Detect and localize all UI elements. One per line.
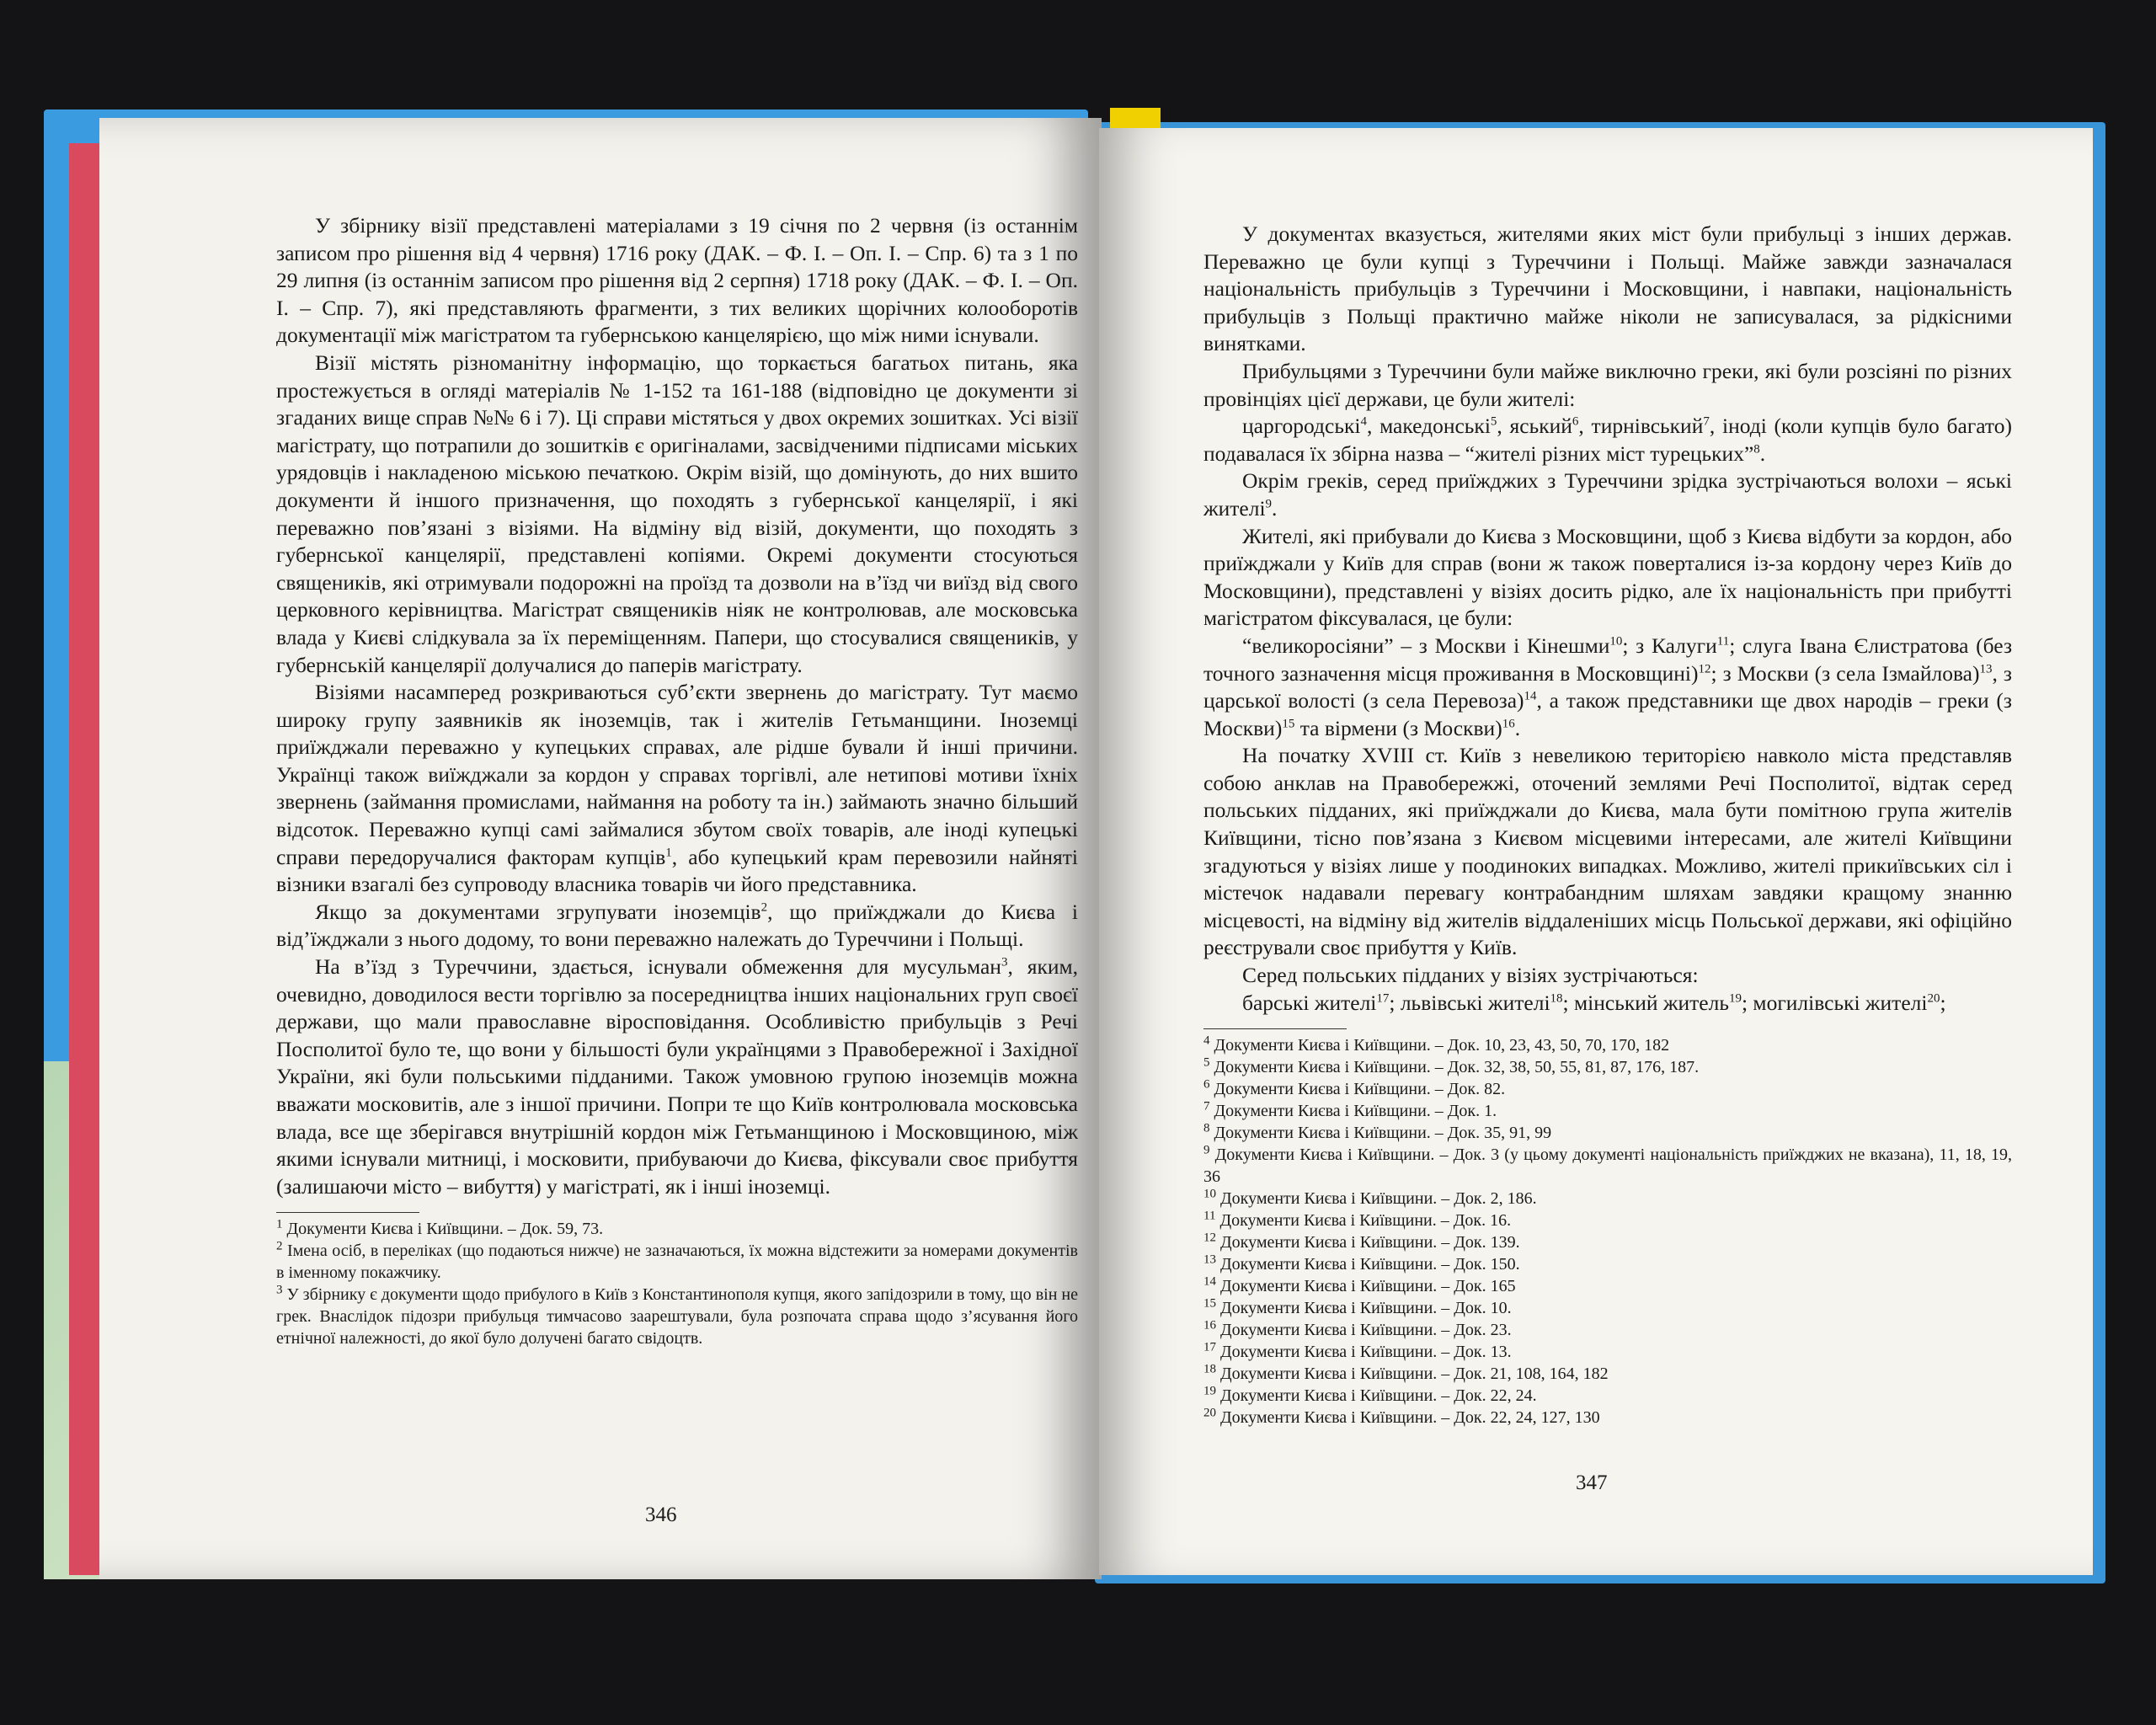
footnote-number: 9 [1203,1143,1210,1157]
footnote-text: Імена осіб, в переліках (що подаються нижче) не зазначаються, їх можна відстежити за номерами документів в іменному покажчику. [276,1242,1078,1283]
right-paragraphs [1203,221,2012,1017]
left-paragraph-4: Якщо за документами згрупувати іноземців$^2$, що приїжджали до Києва і від’їжджали з нього додому, то вони переважно належать до Туреччини і Польщі. [276,899,1078,952]
footnote-text: Документи Києва і Київщини. – Док. 59, 73. [282,1220,604,1239]
footnote-ref: 19 [1728,991,1742,1006]
footnote-number: 14 [1203,1274,1216,1289]
text-run: , з царської волості (з села Перевоза) [1203,660,2012,713]
text-run: . [1272,495,1278,521]
right-page-text-column [1203,221,2012,1429]
text-run: Окрім греків, серед приїжджих з Туреччини зрідка зустрічаються волохи – яські жителі [1203,468,2012,521]
right-paragraph-1: У документах вказується, жителями яких міст були прибульці з інших держав. Переважно це були купці з Туреччини і Польщі. Майже завжди зазначалася національність прибульців з Туреччини і Московщини, і навпаки, національність прибульців з Польщі практично майже ніколи не записувалася, за рідкісними винятками. [1203,222,2012,356]
footnote [276,1218,1078,1240]
footnote-ref: 16 [1502,717,1515,731]
text-run: , іноді (коли купців було багато) подавалася їх збірна назва – “жителі різних міст турецьких” [1203,414,2012,466]
footnote-number: 1 [276,1217,283,1231]
footnote-text: Документи Києва і Київщини. – Док. 22, 24. [1216,1386,1537,1406]
footnote-number: 11 [1203,1209,1216,1223]
footnote-number: 12 [1203,1231,1216,1245]
footnote-number: 7 [1203,1099,1210,1114]
text-run: , тирнівський [1578,414,1704,439]
footnote-number: 5 [1203,1055,1210,1070]
footnote-text: Документи Києва і Київщини. – Док. 3 (у цьому документі національність приїжджих не вказана), 11, 18, 19, 36 [1203,1146,2012,1187]
left-page-number: 346 [645,1503,677,1526]
footnote-separator [1203,1028,1347,1029]
text-run: . [1514,715,1521,740]
text-run: , македонські [1366,414,1491,439]
footnote [1203,1253,2012,1275]
footnote [276,1284,1078,1349]
footnote-number: 19 [1203,1384,1216,1398]
footnote-text: Документи Києва і Київщини. – Док. 165 [1216,1277,1516,1296]
right-paragraph-3 [1203,413,2012,467]
footnote-ref: 14 [1524,689,1537,703]
text-run: ; [1940,990,1946,1015]
footnote-ref: 7 [1703,414,1710,429]
text-run: ; слуга Івана Єлистратова (без точного зазначення місця проживання в Московщині) [1203,633,2013,686]
footnote-ref: 4 [1360,414,1367,429]
footnote-ref: 18 [1550,991,1563,1006]
footnote [1203,1100,2012,1122]
footnote-text: Документи Києва і Київщини. – Док. 150. [1216,1255,1520,1274]
footnote-ref: 20 [1927,991,1940,1006]
footnote-ref: 9 [1265,497,1273,511]
text-run: царгородські [1242,414,1361,439]
right-paragraph-9 [1203,990,2012,1017]
footnote [1203,1210,2012,1231]
footnote [1203,1363,2012,1385]
footnote [1203,1341,2012,1363]
footnote-text: Документи Києва і Київщини. – Док. 2, 186. [1216,1189,1537,1209]
bookmark-ribbon [1110,108,1161,130]
footnote-ref: 3 [1001,955,1008,969]
right-paragraph-4 [1203,467,2012,522]
footnote-text: Документи Києва і Київщини. – Док. 21, 108, 164, 182 [1216,1365,1609,1384]
footnote [276,1240,1078,1284]
footnote [1203,1188,2012,1210]
left-paragraph-3: Візіями насамперед розкриваються суб’єкти звернень до магістрату. Тут маємо широку групу заявників як іноземців, так і жителів Гетьманщини. Іноземці приїжджали переважно у купецьких справах, але рідше бували й інші причини. Українці також виїжджали за кордон у справах торгівлі, але нетипові мотиви їхніх звернень (займання промислами, наймання на роботу та ін.) займають значно більший відсоток. Переважно купці самі займалися збутом своїх товарів, але іноді купецькі справи передоручалися факторам купців$^1$, або купецький крам перевозили найняті візники взагалі без супроводу власника товарів чи його представника. [276,680,1078,897]
footnote [1203,1297,2012,1319]
footnote-ref: 2 [760,900,768,915]
footnote-ref: 1 [665,846,672,860]
footnote-number: 16 [1203,1318,1216,1332]
footnote-number: 3 [276,1283,283,1297]
right-page-number: 347 [1576,1471,1608,1494]
footnote-text: Документи Києва і Київщини. – Док. 32, 38, 50, 55, 81, 87, 176, 187. [1209,1058,1700,1077]
footnote-ref: 10 [1609,634,1623,649]
footnote-ref: 6 [1572,414,1579,429]
footnote-ref: 15 [1282,717,1295,731]
footnote-ref: 13 [1979,662,1993,676]
text-run: ; з Москви (з села Ізмайлова) [1710,660,1980,686]
text-run: , яський [1497,414,1572,439]
right-footnotes [1203,1034,2012,1429]
footnote [1203,1122,2012,1144]
footnote-ref: 5 [1490,414,1497,429]
left-footnotes [276,1218,1078,1349]
left-page [99,118,1102,1579]
left-page-text-column [276,212,1078,1349]
text-run: ; львівські жителі [1389,990,1550,1015]
text-run: та вірмени (з Москви) [1294,715,1502,740]
footnote-number: 2 [276,1239,283,1253]
left-paragraph-2: Візії містять різноманітну інформацію, що торкається багатьох питань, яка простежується в огляді матеріалів № 1-152 та 161-188 (відповідно це документи зі згаданих вище справ №№ 6 і 7). Ці справи містяться у двох окремих зошитках. Усі візії магістрату, що потрапили до зошитків є оригіналами, засвідченими підписами міських урядовців і накладеною міською печаткою. Окрім візій, що домінують, до них вшито документи й іншого призначення, що походять з губернської канцелярії, і які переважно пов’язані з візіями. На відміну від візій, документи, що походять з губернської канцелярії, представлені копіями. Окремі документи стосуються священиків, які отримували подорожні на проїзд та дозволи на в’їзд чи виїзд від свого церковного керівництва. Магістрат священиків ніяк не контролював, але московська влада у Києві слідкувала за їх переміщенням. Папери, що стосувалися священиків, у губернській канцелярії долучалися до паперів магістрату. [276,350,1078,677]
footnote-ref: 8 [1753,442,1760,457]
footnote-number: 18 [1203,1362,1216,1376]
footnote-ref: 12 [1698,662,1711,676]
footnote-ref: 11 [1716,634,1730,649]
footnote-number: 20 [1203,1406,1216,1420]
text-run: ; з Калуги [1622,633,1717,658]
footnote [1203,1144,2012,1188]
footnote [1203,1231,2012,1253]
footnote [1203,1078,2012,1100]
right-paragraph-5: Жителі, які прибували до Києва з Московщини, щоб з Києва відбути за кордон, або приїжджали у Київ для справ (вони ж також поверталися із-за кордону через Київ до Московщини), представлені у візіях досить рідко, але їх національність при прибутті магістратом фіксувалася, це були: [1203,523,2012,631]
text-run: ; могилівські жителі [1741,990,1928,1015]
right-page [1099,128,2093,1575]
right-paragraph-2: Прибульцями з Туреччини були майже виключно греки, які були розсіяні по різних провінціях цієї держави, це були жителі: [1203,358,2012,411]
left-paragraph-5: На в’їзд з Туреччини, здається, існували обмеження для мусульман$^3$, яким, очевидно, доводилося вести торгівлю за посередництва інших національних груп своєї держави, що мали православне віросповідання. Особливістю прибульців з Речі Посполитої було те, що вони у більшості були українцями з Правобережної і Західної України, які були польськими підданими. Також умовною групою іноземців можна вважати московитів, але з іншої причини. Попри те що Київ контролювала московська влада, все ще зберігався внутрішній кордон між Гетьманщиною і Московщиною, між якими існували митниці, і московити, прибуваючи до Києва, фіксували своє прибуття (залишаючи місто – вибуття) у магістраті, як і інші іноземці. [276,954,1078,1199]
footnote-text: Документи Києва і Київщини. – Док. 10, 23, 43, 50, 70, 170, 182 [1209,1036,1670,1055]
footnote-text: Документи Києва і Київщини. – Док. 22, 24, 127, 130 [1216,1408,1600,1428]
footnote-number: 15 [1203,1296,1216,1311]
text-run: барські жителі [1242,990,1377,1015]
footnote-number: 6 [1203,1077,1210,1092]
footnote-text: Документи Києва і Київщини. – Док. 1. [1209,1102,1497,1121]
footnote-number: 13 [1203,1252,1216,1267]
footnote [1203,1056,2012,1078]
footnote-number: 10 [1203,1187,1216,1201]
footnote-text: Документи Києва і Київщини. – Док. 35, 91, 99 [1209,1124,1552,1143]
footnote-ref: 17 [1376,991,1390,1006]
footnote-number: 17 [1203,1340,1216,1354]
right-paragraph-8: Серед польських підданих у візіях зустрічаються: [1242,963,1699,988]
footnote-text: Документи Києва і Київщини. – Док. 82. [1209,1080,1506,1099]
footnote-text: Документи Києва і Київщини. – Док. 10. [1216,1299,1512,1318]
footnote-text: У збірнику є документи щодо прибулого в Київ з Константинополя купця, якого запідозрили в тому, що він не грек. Внаслідок підозри прибульця тимчасово заарештували, була розпочата справа щодо з’ясування його етнічної належності, до якої було долучені багато свідоцтв. [276,1285,1078,1348]
footnote-text: Документи Києва і Київщини. – Док. 13. [1216,1343,1512,1362]
footnote [1203,1275,2012,1297]
text-run: ; мінський житель [1562,990,1729,1015]
text-run: . [1759,441,1766,466]
left-paragraph-1: У збірнику візії представлені матеріалами з 19 січня по 2 червня (із останнім записом про рішення від 4 червня) 1716 року (ДАК. – Ф. І. – Оп. І. – Спр. 6) та з 1 по 29 липня (із останнім записом про рішення від 2 серпня) 1718 року (ДАК. – Ф. І. – Оп. І. – Спр. 7), які представляють фрагменти, з тих великих щорічних колооборотів документації між магістратом та губернською канцелярією, що між ними існували. [276,213,1078,348]
footnote-number: 4 [1203,1033,1210,1048]
footnote-number: 8 [1203,1121,1210,1135]
text-run: , а також представники ще двох народів – греки (з Москви) [1203,688,2012,740]
footnote [1203,1385,2012,1407]
right-paragraph-6 [1203,633,2012,742]
right-paragraph-7: На початку XVIII ст. Київ з невеликою територією навколо міста представляв собою анклав на Правобережжі, оточений землями Речі Посполитої, відтак серед польських підданих, які приїжджали до Києва, мала бути помітною група жителів Київщини, тісно пов’язана з Києвом місцевими інтересами, але жителі Київщини згадуються у візіях лише у поодиноких випадках. Можливо, жителі прикиївських сіл і містечок надавали перевагу контрабандним шляхам завдяки кращому знанню місцевості, на відміну від жителів віддаленіших місць Польської держави, які офіційно реєстрували своє прибуття у Київ. [1203,743,2012,960]
footnote [1203,1319,2012,1341]
footnote-text: Документи Києва і Київщини. – Док. 23. [1216,1321,1512,1340]
text-run: “великоросіяни” – з Москви і Кінешми [1242,633,1610,658]
footnote-separator [276,1212,419,1213]
footnote [1203,1034,2012,1056]
footnote-text: Документи Києва і Київщини. – Док. 16. [1215,1211,1512,1231]
footnote-text: Документи Києва і Київщини. – Док. 139. [1216,1233,1520,1252]
footnote [1203,1407,2012,1429]
